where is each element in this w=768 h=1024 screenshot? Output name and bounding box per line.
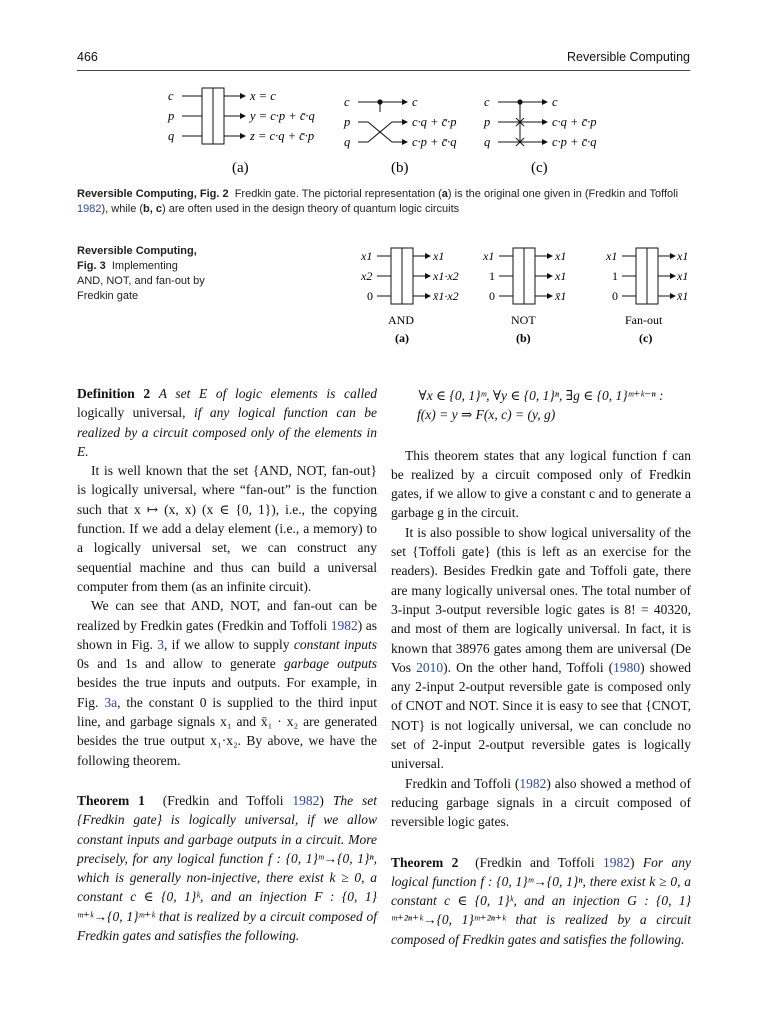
fig2-c-diagram: [483, 95, 597, 176]
fig3-and-gate: [360, 248, 459, 345]
figure-link[interactable]: 3: [157, 636, 164, 652]
svg-text:x1: x1: [483, 249, 495, 263]
fig2-c-label: (c): [531, 160, 548, 176]
fig2-c-input-q: q: [484, 135, 491, 149]
fig2-b-input-c: c: [344, 95, 350, 109]
theorem-2: Theorem 2 (Fredkin and Toffoli 1982) For any logical function f : {0, 1}ᵐ→{0, 1}ⁿ, there exist k ≥ 0, a constant c ∈ {0, 1}ᵏ, and an injection G : {0, 1}ᵐ⁺²ⁿ⁺ᵏ→{0, 1}ᵐ⁺²ⁿ⁺ᵏ that is realized by a circuit composed of Fredkin gates and satisfies the following.: [391, 854, 692, 947]
fig2-b-output-2: c·q + c̄·p: [412, 115, 457, 129]
svg-text:x1: x1: [606, 249, 618, 263]
paragraph-fanout: It is well known that the set {AND, NOT, fan-out} is logically universal, where “fan-out” is the function such that x ↦ (x, x) (x ∈ {0, 1}), i.e., the copying function. If we add a delay element (i.e., a memory) to a logically universal set, we can construct any sequential machine and thus can build a universal computer from them (as an infinite circuit).: [77, 463, 377, 594]
running-title: Reversible Computing: [567, 50, 690, 64]
svg-text:0: 0: [612, 289, 618, 303]
paragraph-theorem-statement: This theorem states that any logical function f can be realized by a circuit composed only of Fredkin gates, if we allow to give a constant c and to generate a garbage g in the circuit.: [391, 447, 691, 521]
svg-text:0: 0: [367, 289, 373, 303]
svg-text:x̄1: x̄1: [677, 289, 689, 303]
svg-text:x1: x1: [555, 249, 567, 263]
fig2-citation-link[interactable]: 1982: [77, 203, 102, 215]
fig3-fanout-name: Fan-out: [625, 313, 663, 327]
definition-2: Definition 2 A set E of logic elements is called logically universal, if any logical function can be realized by a circuit composed only of the elements in E.: [77, 386, 377, 459]
page-number: 466: [77, 50, 98, 64]
fig3-not-label: (b): [516, 331, 531, 345]
svg-text:x1: x1: [361, 249, 373, 263]
fig2-a-output-x: x = c: [250, 89, 276, 103]
fig3-caption: Reversible Computing, Fig. 3 Implementing AND, NOT, and fan-out by Fredkin gate: [77, 245, 205, 302]
svg-text:1: 1: [612, 269, 618, 283]
citation-link[interactable]: 1982: [603, 854, 631, 870]
formula-line-2: f(x) = y ⇒ F(x, c) = (y, g): [417, 407, 556, 423]
citation-link[interactable]: 1980: [613, 659, 641, 675]
fig3-and-name: AND: [388, 313, 414, 327]
fig2-a-diagram: [167, 88, 315, 176]
svg-text:x1: x1: [677, 249, 689, 263]
fig2-c-input-p: p: [484, 115, 491, 129]
svg-text:x1: x1: [555, 269, 567, 283]
citation-link[interactable]: 1982: [519, 775, 547, 791]
svg-text:x1·x2: x1·x2: [433, 269, 459, 283]
svg-text:0: 0: [489, 289, 495, 303]
paragraph-garbage-reduction: Fredkin and Toffoli (1982) also showed a method of reducing garbage signals in a circuit composed of reversible logic gates.: [391, 775, 692, 830]
fig2-b-output-1: c: [412, 95, 418, 109]
fig2-caption-title: Reversible Computing, Fig. 2: [77, 188, 229, 200]
fig2-c-output-2: c·q + c̄·p: [552, 115, 597, 129]
right-column: [391, 384, 691, 949]
fig2-b-diagram: [343, 95, 457, 176]
fig2-c-output-1: c: [552, 95, 558, 109]
fig2-b-label: (b): [391, 160, 409, 176]
svg-text:1: 1: [489, 269, 495, 283]
fig2-a-input-c: c: [168, 89, 174, 103]
fig2-a-output-z: z = c·q + c̄·p: [250, 129, 315, 143]
fig3-not-name: NOT: [511, 313, 536, 327]
figure-2: [150, 84, 620, 178]
fig3-not-gate: [482, 248, 566, 345]
formula-line-1: ∀x ∈ {0, 1}ᵐ, ∀y ∈ {0, 1}ⁿ, ∃g ∈ {0, 1}ᵐ⁺ᵏ⁻ⁿ :: [418, 388, 664, 403]
paragraph-fredkin-realization: We can see that AND, NOT, and fan-out can be realized by Fredkin gates (Fredkin and Toffoli 1982) as shown in Fig. 3, if we allow to supply constant inputs 0s and 1s and allow to generate garbage outputs besides the true inputs and outputs. For example, in Fig. 3a, the constant 0 is supplied to the third input line, and garbage signals x₁ and x̄₁ · x₂ are generated besides the true output x₁·x₂. By above, we have the following theorem.: [77, 598, 377, 768]
svg-text:x̄1: x̄1: [555, 289, 567, 303]
fig2-b-input-p: p: [344, 115, 351, 129]
fig2-c-input-c: c: [484, 95, 490, 109]
fig2-b-output-3: c·p + c̄·q: [412, 135, 457, 149]
figure-link[interactable]: 3a: [104, 694, 118, 710]
fig3-and-label: (a): [395, 331, 409, 345]
fig2-c-output-3: c·p + c̄·q: [552, 135, 597, 149]
citation-link[interactable]: 2010: [416, 659, 444, 675]
paragraph-toffoli-universality: It is also possible to show logical universality of the set {Toffoli gate} (this is left as an exercise for the readers). Besides Fredkin gate and Toffoli gate, there are many logically universal ones. The total number of 3-input 3-output reversible logic gates is 8! = 40320, and most of them are logically universal. In fact, it is known that 38976 gates among them are universal (De Vos 2010). On the other hand, Toffoli (1980) showed any 2-input 2-output reversible gate is composed only of CNOT and NOT. Since it is easy to see that {CNOT, NOT} is not logically universal, we can conclude no set of 2-input 2-output reversible gates is logically universal.: [391, 524, 692, 772]
header-rule: [77, 70, 690, 71]
fig3-fanout-gate: [605, 248, 688, 345]
fig2-a-output-y: y = c·p + c̄·q: [250, 109, 315, 123]
svg-text:x2: x2: [361, 269, 373, 283]
theorem-1: Theorem 1 (Fredkin and Toffoli 1982) The set {Fredkin gate} is logically universal, if we allow constant inputs and garbage outputs in a circuit. More precisely, for any logical function f : {0, 1}ᵐ→{0, 1}ⁿ, which is generally non-injective, there exist k ≥ 0, a constant c ∈ {0, 1}ᵏ, and an injection F : {0, 1}ᵐ⁺ᵏ→{0, 1}ᵐ⁺ᵏ that is realized by a circuit composed of Fredkin gates and satisfies the following.: [77, 792, 378, 944]
svg-text:x1: x1: [433, 249, 445, 263]
fig2-caption: Reversible Computing, Fig. 2 Fredkin gate. The pictorial representation (a) is the original one given in (Fredkin and Toffoli 1982), while (b, c) are often used in the design theory of quantum logic circuits: [77, 188, 679, 215]
svg-text:x̄1·x2: x̄1·x2: [433, 289, 459, 303]
fig2-a-input-q: q: [168, 129, 175, 143]
fig2-a-input-p: p: [168, 109, 175, 123]
citation-link[interactable]: 1982: [292, 792, 320, 808]
fig2-b-input-q: q: [344, 135, 351, 149]
left-column: [77, 384, 377, 945]
fig3-fanout-label: (c): [639, 331, 653, 345]
figure-3: [355, 246, 700, 350]
citation-link[interactable]: 1982: [330, 617, 358, 633]
fig2-a-label: (a): [232, 160, 249, 176]
fig3-caption-title: Reversible Computing,: [77, 245, 197, 257]
svg-text:x1: x1: [677, 269, 689, 283]
